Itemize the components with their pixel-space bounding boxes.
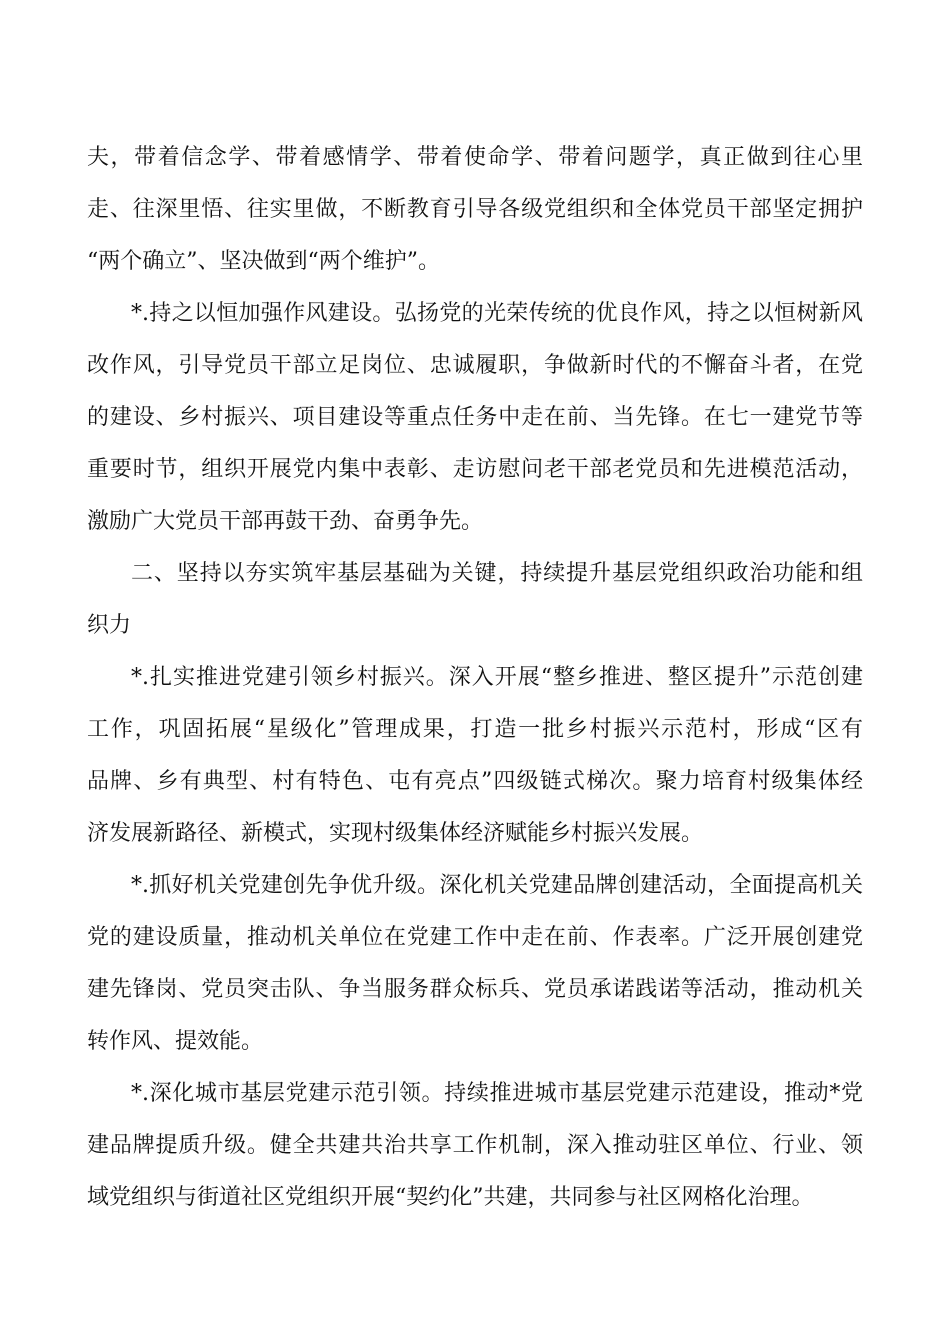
- paragraph-rural-revitalization: [87, 652, 863, 860]
- paragraph-urban-grassroots: [87, 1068, 863, 1224]
- text-line: 重要时节，组织开展党内集中表彰、走访慰问老干部老党员和先进模范活动，: [87, 457, 863, 482]
- paragraph-continuation: [87, 132, 863, 288]
- text-line: *.深化城市基层党建示范引领。持续推进城市基层党建示范建设，推动*党: [131, 1081, 863, 1106]
- text-line: 转作风、提效能。: [87, 1029, 264, 1054]
- text-line: *.抓好机关党建创先争优升级。深化机关党建品牌创建活动，全面提高机关: [131, 873, 863, 898]
- text-line: *.扎实推进党建引领乡村振兴。深入开展“整乡推进、整区提升”示范创建: [131, 665, 863, 690]
- paragraph-work-style: [87, 288, 863, 548]
- heading-line: 二、坚持以夯实筑牢基层基础为关键，持续提升基层党组织政治功能和组: [131, 561, 863, 586]
- text-line: 改作风，引导党员干部立足岗位、忠诚履职，争做新时代的不懈奋斗者，在党: [87, 353, 863, 378]
- document-body: [87, 132, 863, 1224]
- heading-line: 织力: [87, 613, 132, 638]
- section-heading: [87, 548, 863, 652]
- text-line: 济发展新路径、新模式，实现村级集体经济赋能乡村振兴发展。: [87, 821, 704, 846]
- text-line: “两个确立”、坚决做到“两个维护”。: [87, 249, 440, 274]
- text-line: 品牌、乡有典型、村有特色、屯有亮点”四级链式梯次。聚力培育村级集体经: [87, 769, 863, 794]
- text-line: 夫，带着信念学、带着感情学、带着使命学、带着问题学，真正做到往心里: [87, 145, 863, 170]
- text-line: 的建设、乡村振兴、项目建设等重点任务中走在前、当先锋。在七一建党节等: [87, 405, 863, 430]
- text-line: *.持之以恒加强作风建设。弘扬党的光荣传统的优良作风，持之以恒树新风: [131, 301, 863, 326]
- paragraph-organ-party-building: [87, 860, 863, 1068]
- text-line: 工作，巩固拓展“星级化”管理成果，打造一批乡村振兴示范村，形成“区有: [87, 717, 863, 742]
- text-line: 走、往深里悟、往实里做，不断教育引导各级党组织和全体党员干部坚定拥护: [87, 197, 863, 222]
- text-line: 建先锋岗、党员突击队、争当服务群众标兵、党员承诺践诺等活动，推动机关: [87, 977, 863, 1002]
- text-line: 党的建设质量，推动机关单位在党建工作中走在前、作表率。广泛开展创建党: [87, 925, 863, 950]
- text-line: 建品牌提质升级。健全共建共治共享工作机制，深入推动驻区单位、行业、领: [87, 1133, 863, 1158]
- text-line: 激励广大党员干部再鼓干劲、奋勇争先。: [87, 509, 484, 534]
- text-line: 域党组织与街道社区党组织开展“契约化”共建，共同参与社区网格化治理。: [87, 1185, 814, 1210]
